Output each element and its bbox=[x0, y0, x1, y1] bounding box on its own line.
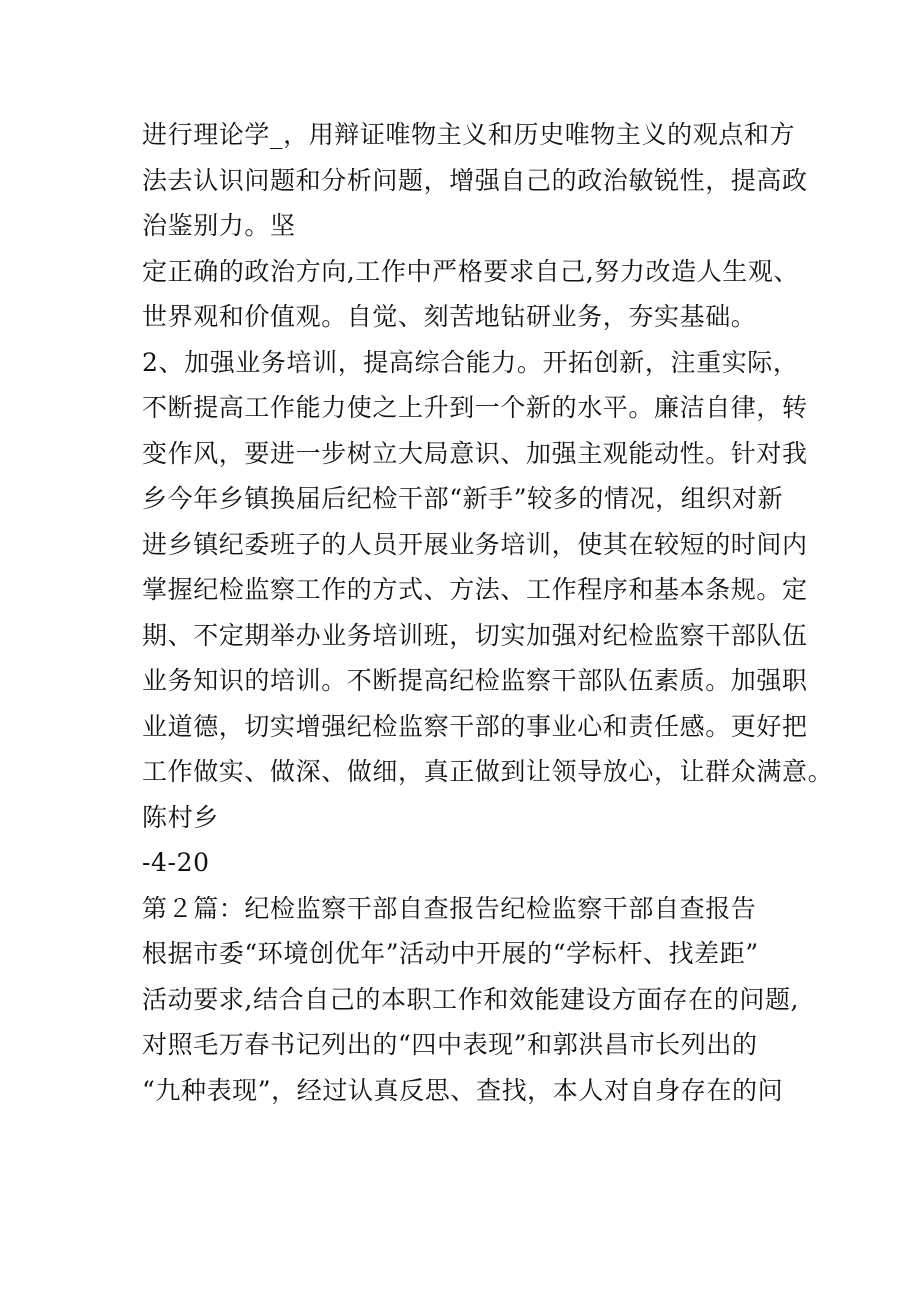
signature-date: -4-20 bbox=[142, 848, 210, 877]
text-line: 治鉴别力。坚 bbox=[142, 211, 296, 240]
text-line: 不断提高工作能力使之上升到一个新的水平。廉洁自律，转 bbox=[142, 393, 808, 422]
chapter-heading: 第２篇：纪检监察干部自查报告纪检监察干部自查报告 bbox=[142, 893, 757, 923]
text-line: 变作风，要进一步树立大局意识、加强主观能动性。针对我 bbox=[142, 438, 808, 468]
text-line: “九种表现”，经过认真反思、查找，本人对自身存在的问 bbox=[142, 1075, 784, 1105]
text-line: 对照毛万春书记列出的“四中表现”和郭洪昌市长列出的 bbox=[142, 1030, 758, 1059]
text-line: 法去认识问题和分析问题，增强自己的政治敏锐性，提高政 bbox=[142, 165, 808, 195]
text-line: 世界观和价值观。自觉、刻苦地钻研业务，夯实基础。 bbox=[142, 302, 757, 331]
signature-organization: 陈村乡 bbox=[142, 802, 219, 832]
text-line: 期、不定期举办业务培训班，切实加强对纪检监察干部队伍 bbox=[142, 620, 808, 650]
text-line: 业务知识的培训。不断提高纪检监察干部队伍素质。加强职 bbox=[142, 666, 808, 695]
text-line: 进行理论学_，用辩证唯物主义和历史唯物主义的观点和方 bbox=[142, 120, 796, 149]
text-line: 业道德，切实增强纪检监察干部的事业心和责任感。更好把 bbox=[142, 711, 808, 741]
section-item-2: 2、加强业务培训，提高综合能力。开拓创新，注重实际， bbox=[142, 347, 799, 377]
text-line: 掌握纪检监察工作的方式、方法、工作程序和基本条规。定 bbox=[142, 575, 808, 604]
text-line: 根据市委“环境创优年”活动中开展的“学标杆、找差距” bbox=[142, 939, 759, 968]
text-line: 工作做实、做深、做细，真正做到让领导放心，让群众满意。 bbox=[142, 757, 834, 786]
text-line: 活动要求,结合自己的本职工作和效能建设方面存在的问题, bbox=[142, 984, 800, 1014]
text-line: 进乡镇纪委班子的人员开展业务培训，使其在较短的时间内 bbox=[142, 529, 808, 559]
text-line: 乡今年乡镇换届后纪检干部“新手”较多的情况，组织对新 bbox=[142, 484, 784, 513]
text-line: 定正确的政治方向,工作中严格要求自己,努力改造人生观、 bbox=[142, 256, 800, 286]
document-body bbox=[142, 112, 834, 1113]
